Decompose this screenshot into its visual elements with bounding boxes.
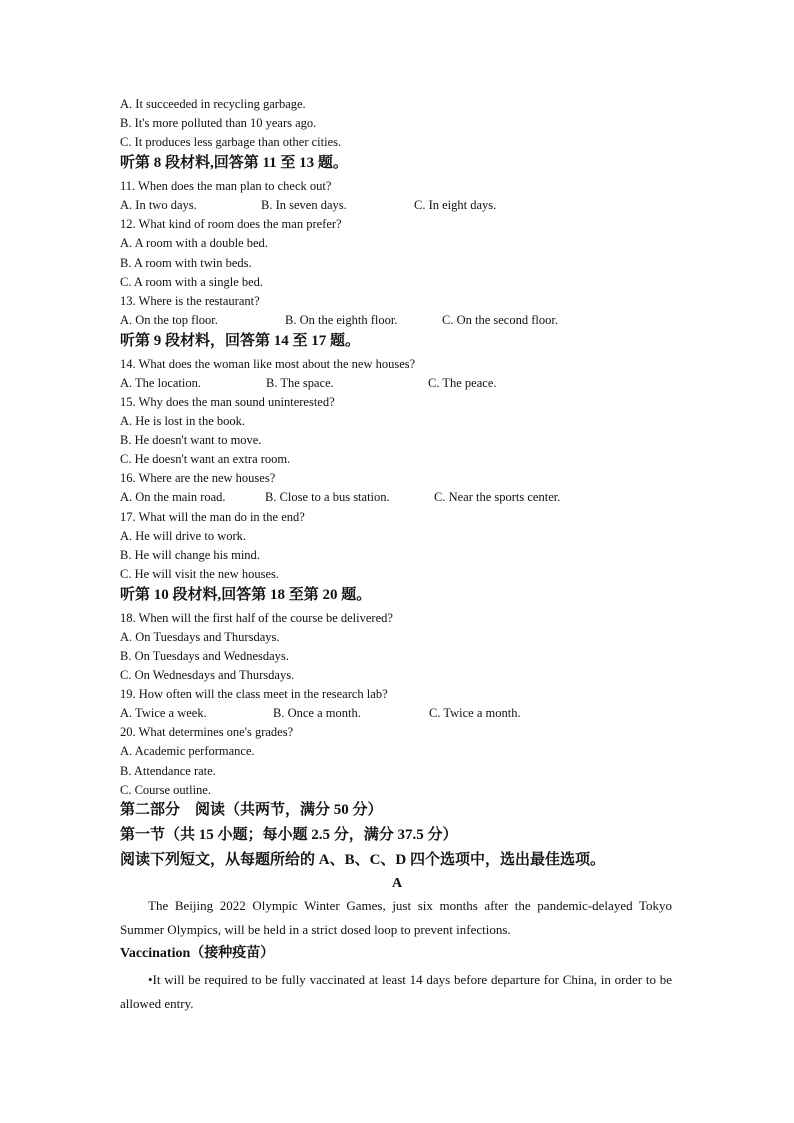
section-heading-8: 听第 8 段材料,回答第 11 至 13 题。 [120,155,348,171]
question-18: 18. When will the first half of the course be delivered? [120,611,393,625]
option-13c: C. On the second floor. [442,313,558,327]
option-16a: A. On the main road. [120,490,226,504]
reading-instructions: 阅读下列短文，从每题所给的 A、B、C、D 四个选项中，选出最佳选项。 [120,852,606,868]
question-20: 20. What determines one's grades? [120,725,294,739]
option-15c: C. He doesn't want an extra room. [120,452,291,466]
question-17: 17. What will the man do in the end? [120,510,305,524]
passage-paragraph-1: The Beijing 2022 Olympic Winter Games, just six months after the pandemic-delayed Tokyo Summer Olympics, will be held in a strict dosed loop to prevent infections. [120,898,672,937]
option-15b: B. He doesn't want to move. [120,433,262,447]
question-15: 15. Why does the man sound uninterested? [120,395,335,409]
option-19c: C. Twice a month. [429,706,521,720]
passage-paragraph-2: •It will be required to be fully vaccinated at least 14 days before departure for China, in order to be allowed entry. [120,972,672,1011]
option-11b: B. In seven days. [261,198,347,212]
question-19: 19. How often will the class meet in the research lab? [120,687,388,701]
section-heading-10: 听第 10 段材料,回答第 18 至第 20 题。 [120,587,372,603]
vaccination-subheading: Vaccination（接种疫苗） [120,946,275,961]
option-19a: A. Twice a week. [120,706,207,720]
option-16c: C. Near the sports center. [434,490,561,504]
option-12b: B. A room with twin beds. [120,256,252,270]
option-20b: B. Attendance rate. [120,764,216,778]
option-10c: C. It produces less garbage than other cities. [120,135,342,149]
option-13b: B. On the eighth floor. [285,313,398,327]
section-heading-9: 听第 9 段材料，回答第 14 至 17 题。 [120,333,361,349]
option-15a: A. He is lost in the book. [120,414,245,428]
question-12: 12. What kind of room does the man prefer? [120,217,342,231]
option-12c: C. A room with a single bed. [120,275,264,289]
question-13: 13. Where is the restaurant? [120,294,260,308]
option-11c: C. In eight days. [414,198,497,212]
question-16: 16. Where are the new houses? [120,471,276,485]
question-11: 11. When does the man plan to check out? [120,179,332,193]
option-10b: B. It's more polluted than 10 years ago. [120,116,317,130]
option-19b: B. Once a month. [273,706,361,720]
option-17a: A. He will drive to work. [120,529,247,543]
option-20a: A. Academic performance. [120,744,255,758]
option-13a: A. On the top floor. [120,313,218,327]
option-11a: A. In two days. [120,198,197,212]
option-17c: C. He will visit the new houses. [120,567,280,581]
option-10a: A. It succeeded in recycling garbage. [120,97,306,111]
option-12a: A. A room with a double bed. [120,236,268,250]
question-14: 14. What does the woman like most about the new houses? [120,357,416,371]
option-16b: B. Close to a bus station. [265,490,390,504]
option-18b: B. On Tuesdays and Wednesdays. [120,649,289,663]
passage-letter: A [391,876,403,891]
option-14a: A. The location. [120,376,201,390]
section-one-heading: 第一节（共 15 小题；每小题 2.5 分，满分 37.5 分） [120,827,458,843]
option-17b: B. He will change his mind. [120,548,260,562]
option-14c: C. The peace. [428,376,497,390]
part-two-heading: 第二部分 阅读（共两节，满分 50 分） [120,802,383,818]
option-14b: B. The space. [266,376,334,390]
option-18a: A. On Tuesdays and Thursdays. [120,630,280,644]
option-20c: C. Course outline. [120,783,211,797]
option-18c: C. On Wednesdays and Thursdays. [120,668,295,682]
